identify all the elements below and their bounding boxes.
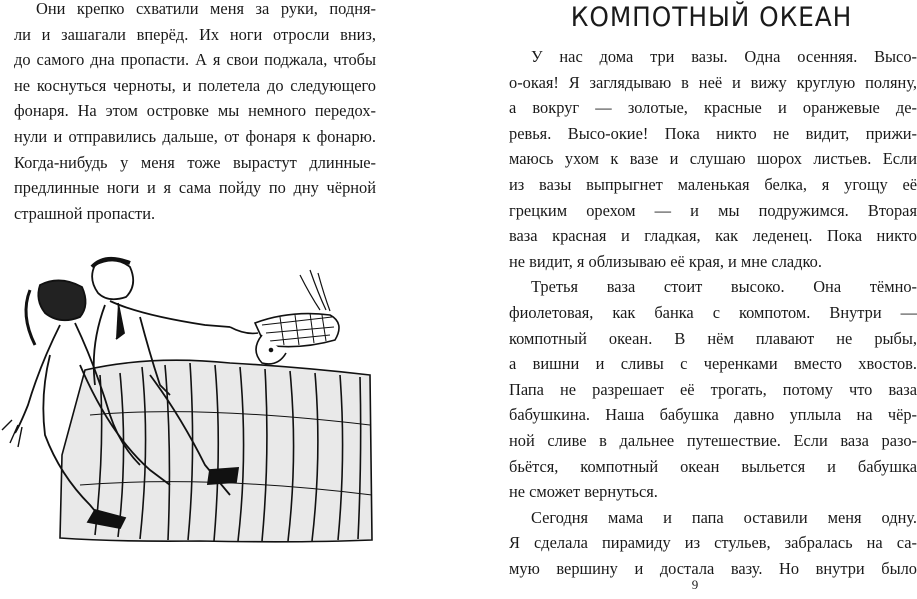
text-line: до самого дна пропасти. А я свои поджала, чтобы [14, 50, 376, 70]
text-line: грецким орехом — и мы подружимся. Вторая [509, 200, 917, 220]
text-line: Они крепко схватили меня за руки, подня- [36, 0, 376, 18]
text-line: Третья ваза стоит высоко. Она тёмно- [531, 277, 917, 297]
text-line: маюсь ухом к вазе и слушаю шорох листьев. Если [509, 149, 917, 169]
left-page-text [14, 0, 376, 226]
text-line: бабушкина. Наша бабушка давно уплыла на чёр- [509, 405, 917, 425]
text-line: ваза красная и гладкая, как леденец. Пока никто [509, 226, 917, 246]
text-line: фиолетовая, как банка с компотом. Внутри — [509, 302, 917, 322]
left-page [0, 0, 439, 599]
text-line: а вишни и сливы с черенками вместо хвостов. [509, 354, 917, 374]
text-line: мую вершину и достала вазу. Но внутри было [509, 558, 917, 578]
text-line: фонаря. На этом островке мы немного передох- [14, 101, 376, 121]
text-line: Папа не разрешает её трогать, потому что ваза [509, 379, 917, 399]
ink-illustration [0, 255, 385, 545]
text-line: ной сливе в дальнее путешествие. Если ваза разо- [509, 430, 917, 450]
text-line: бьётся, компотный океан выльется и бабушка [509, 456, 917, 476]
chapter-title: КОМПОТНЫЙ ОКЕАН [570, 2, 853, 33]
page-number: 9 [691, 577, 699, 592]
text-line: из вазы выпрыгнет маленькая белка, я угощу её [509, 174, 917, 194]
text-line: не коснуться черноты, и полетела до следующего [14, 75, 376, 95]
text-line: не сможет вернуться. [509, 482, 658, 502]
text-line: страшной пропасти. [14, 203, 156, 223]
text-line: Сегодня мама и папа оставили меня одну. [531, 507, 917, 527]
text-line: предлинные ноги и я сама пойду по дну чёрной [14, 178, 376, 198]
text-line: ли и зашагали вперёд. Их ноги отросли вниз, [14, 24, 376, 44]
text-line: У нас дома три вазы. Одна осенняя. Высо- [531, 47, 917, 66]
text-line: о-окая! Я заглядываю в неё и вижу круглую поляну, [509, 72, 917, 92]
text-line: нули и отправились дальше, от фонаря к фонарю. [14, 126, 376, 146]
text-line: Когда-нибудь у меня тоже вырастут длинные- [14, 152, 376, 172]
right-page-text [509, 44, 917, 581]
text-line: ревья. Высо-окие! Пока никто не видит, прижи- [509, 123, 917, 143]
text-line: не видит, я облизываю её края, и мне сладко. [509, 251, 822, 271]
text-line: а вокруг — золотые, красные и оранжевые де- [509, 98, 917, 118]
figure-girl [230, 270, 339, 364]
text-line: компотный океан. В нём плавают не рыбы, [509, 328, 917, 348]
text-line: Я сделала пирамиду из стульев, забралась на са- [509, 533, 917, 553]
